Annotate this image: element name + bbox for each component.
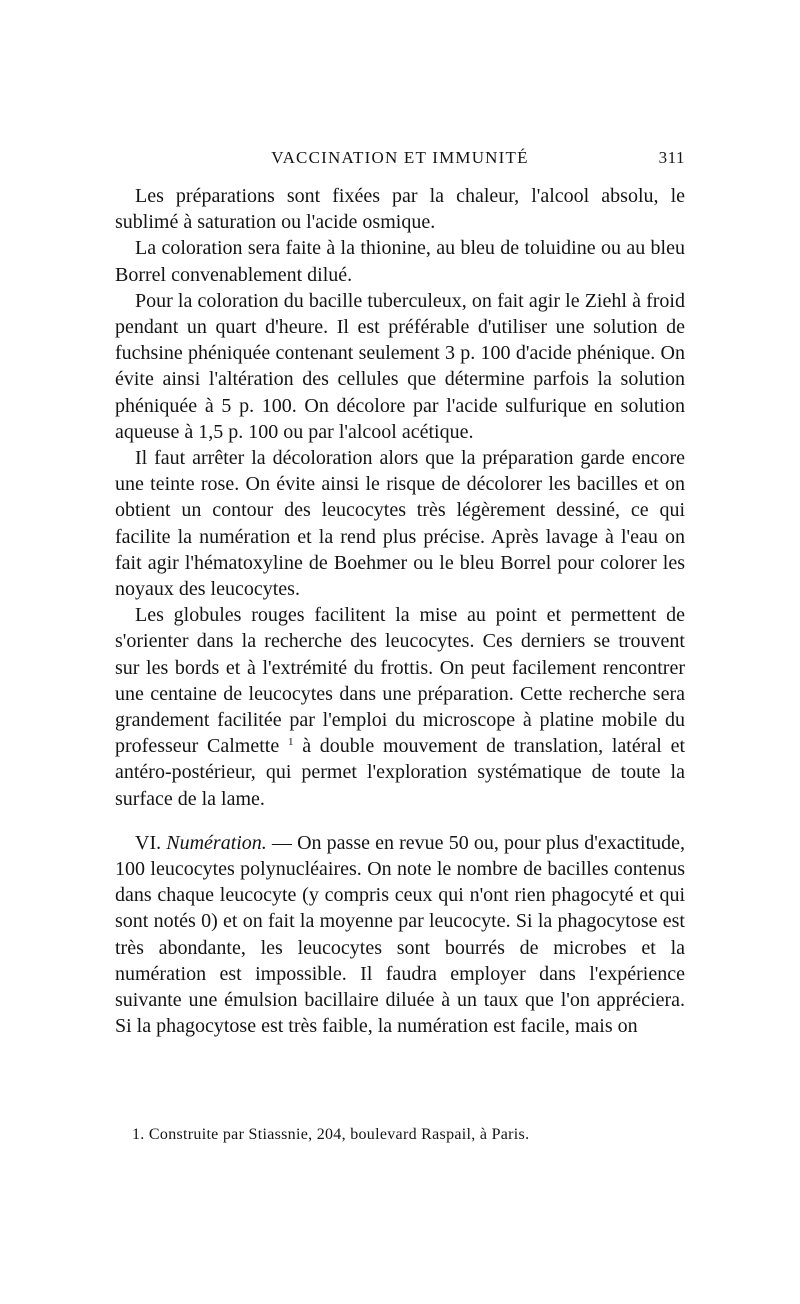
paragraph: Les préparations sont fixées par la chaleur, l'alcool absolu, le sublimé à saturation ou l'acide osmique. xyxy=(115,185,685,234)
section-number: VI. xyxy=(135,831,162,854)
footnote xyxy=(132,1126,692,1144)
section-title: Numération. xyxy=(166,831,267,854)
footnote-number: 1. xyxy=(132,1126,145,1143)
paragraph: Il faut arrêter la décoloration alors que la préparation garde encore une teinte rose. On évite ainsi le risque de décolorer les bacilles et on obtient un contour des leucocytes très légèrement dessiné, ce qui facilite la numération et la rend plus précise. Après lavage à l'eau on fait agir l'hématoxyline de Boehmer ou le bleu Borrel pour colorer les noyaux des leucocytes. xyxy=(115,447,685,601)
section-dash: — xyxy=(271,831,292,854)
paragraph-text: à double mouvement de translation, latéral et antéro-postérieur, qui permet l'exploration systématique de toute la surface de la lame. xyxy=(115,735,686,810)
paragraph-text: Les globules rouges facilitent la mise au point et permettent de s'orienter dans la recherche des leucocytes. Ces derniers se trouvent sur les bords et à l'extrémité du frottis. On peut facilement rencontrer une centaine de leucocytes dans une préparation. Cette recherche sera grandement facilitée par l'emploi du microscope à platine mobile du professeur Calmette xyxy=(115,604,685,758)
paragraph xyxy=(115,602,685,812)
section-numeration xyxy=(115,830,685,1040)
page-header xyxy=(115,148,685,174)
running-title: VACCINATION ET IMMUNITÉ xyxy=(271,148,529,167)
section-text: On passe en revue 50 ou, pour plus d'exactitude, 100 leucocytes polynucléaires. On note le nombre de bacilles contenus dans chaque leucocyte (y compris ceux qui n'ont rien phagocyté et qui sont notés 0) et on fait la moyenne par leucocyte. Si la phagocytose est très abondante, les leucocytes sont bourrés de microbes et la numération est impossible. Il faudra employer dans l'expérience suivante une émulsion bacillaire diluée à un taux que l'on appréciera. Si la phagocytose est très faible, la numération est facile, mais on xyxy=(115,831,686,1038)
paragraph: La coloration sera faite à la thionine, au bleu de toluidine ou au bleu Borrel convenablement dilué. xyxy=(115,237,685,286)
paragraph: Pour la coloration du bacille tuberculeux, on fait agir le Ziehl à froid pendant un quart d'heure. Il est préférable d'utiliser une solution de fuchsine phéniquée contenant seulement 3 p. 100 d'acide phénique. On évite ainsi l'altération des cellules que détermine parfois la solution phéniquée à 5 p. 100. On décolore par l'acide sulfurique en solution aqueuse à 1,5 p. 100 ou par l'alcool acétique. xyxy=(115,289,685,443)
page-number: 311 xyxy=(658,148,685,167)
footnote-text: Construite par Stiassnie, 204, boulevard Raspail, à Paris. xyxy=(148,1126,530,1143)
footnote-reference: 1 xyxy=(287,736,294,749)
body-text xyxy=(115,183,685,1040)
